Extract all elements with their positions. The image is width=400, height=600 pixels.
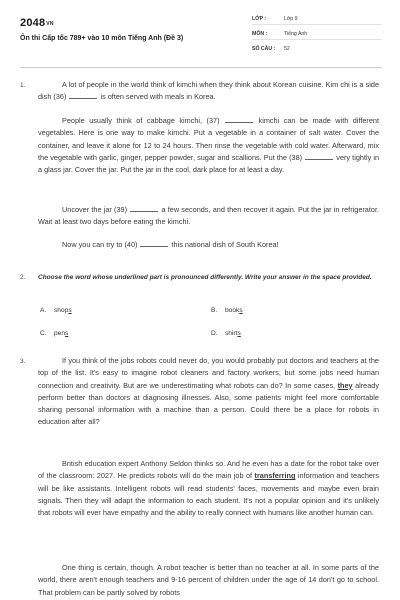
text: Uncover the jar (39) [62, 205, 128, 214]
q1-paragraph-2 [38, 115, 379, 176]
option-b[interactable] [211, 307, 243, 314]
answer-blank-39[interactable] [130, 205, 158, 212]
question-number: 3. [20, 358, 26, 365]
option-underlined-part: s [239, 307, 243, 314]
underlined-word: transferring [254, 471, 296, 481]
option-key: B. [211, 307, 218, 314]
text: One thing is certain, though. A robot teacher is better than no teacher at all. In some parts of the world, there aren't enough teachers and 9-16 percent of children under the age of 14 don't go to school. That problem can be partly solved by robots [38, 563, 379, 597]
site-logo[interactable] [20, 17, 54, 29]
q1-paragraph-4 [38, 239, 379, 251]
logo-text: 2048 [20, 17, 46, 29]
q1-paragraph-1 [38, 79, 379, 104]
meta-divider [252, 39, 382, 40]
header-divider [20, 67, 382, 68]
text: this national dish of South Korea! [171, 240, 279, 249]
meta-value: 52 [284, 46, 290, 52]
logo-suffix: VN [46, 21, 54, 27]
option-key: A. [40, 307, 47, 314]
q2-instruction: Choose the word whose underlined part is pronounced differently. Write your answer in the space provided. [38, 274, 372, 281]
meta-label: SỐ CÂU : [252, 46, 276, 52]
header [0, 0, 400, 68]
underlined-word: they [337, 380, 353, 390]
option-a[interactable] [40, 307, 72, 314]
text: People usually think of cabbage kimchi, (37) [62, 116, 220, 125]
meta-label: LỚP : [252, 16, 267, 22]
text: already perform better than doctors at diagnosing illnesses. Also, some patients might feel more comfortable sharing personal information with a machine than a person. Could there be a place for robots in education after all? [38, 380, 380, 427]
option-key: C. [40, 330, 47, 337]
text: very tightly in a glass jar. Cover the jar. Put the jar in the cool, dark place for at least a day. [38, 152, 380, 175]
option-stem: shop [54, 307, 69, 314]
option-stem: pen [54, 330, 66, 337]
option-underlined-part: s [237, 330, 241, 337]
option-underlined-part: s [68, 307, 72, 314]
text: British education expert Anthony Seldon thinks so. And he even has a date for the robot take over of the classroom: 2027. He predicts robots will do the main job of [38, 459, 379, 481]
text: If you think of the jobs robots could never do, you would probably put doctors and teachers at the top of the list. It's easy to imagine robot cleaners and factory workers, but some jobs need human connection and creativity. But are we underestimating what robots can do? In some cases, [38, 356, 379, 390]
answer-blank-40[interactable] [140, 240, 168, 247]
answer-blank-36[interactable] [69, 92, 97, 99]
answer-blank-37[interactable] [225, 116, 253, 123]
meta-value: Lớp 9 [284, 16, 298, 22]
q1-paragraph-3 [38, 204, 379, 229]
text: information and teachers will be like assistants. Intelligent robots will read students' faces, movements and maybe even brain signals. Then they will adapt the information to each student. It's not a popular opinion and it's unlikely that robots will ever have empathy and the ability to really connect with humans like another human can. [38, 471, 380, 518]
option-stem: shirt [225, 330, 238, 337]
option-c[interactable] [40, 330, 68, 337]
text: a few seconds, and then recover it again. Put the jar in refrigerator. Wait at least two days before eating the kimchi. [38, 205, 380, 227]
option-key: D. [211, 330, 218, 337]
q3-paragraph-3 [38, 562, 379, 599]
exam-title: Ôn thi Cấp tốc 789+ vào 10 môn Tiếng Anh (Đề 3) [20, 35, 184, 42]
answer-blank-38[interactable] [305, 153, 333, 160]
question-number: 1. [20, 82, 26, 89]
text: kimchi can be made with different vegetables. Here is one way to make kimchi. Put a vegetable in a container of salt water. Cover the container, and leave it alone for 12 to 24 hours. Then rinse the vegetable with cold water. Afterward, mix the vegetable with garlic, ginger, pepper powder, sugar and scallions. Put the (38) [38, 116, 380, 162]
option-underlined-part: s [65, 330, 69, 337]
q3-paragraph-2 [38, 458, 379, 519]
meta-divider [252, 24, 382, 25]
meta-label: MÔN : [252, 31, 268, 37]
q3-paragraph-1 [38, 355, 379, 429]
question-number: 2. [20, 274, 26, 281]
option-d[interactable] [211, 330, 241, 337]
text: A lot of people in the world think of kimchi when they think about Korean cuisine. Kim chi is a side dish (36) [38, 80, 379, 102]
text: Now you can try to (40) [62, 240, 138, 249]
text: is often served with meals in Korea. [100, 92, 216, 102]
option-stem: book [225, 307, 240, 314]
meta-value: Tiếng Anh [284, 31, 308, 37]
